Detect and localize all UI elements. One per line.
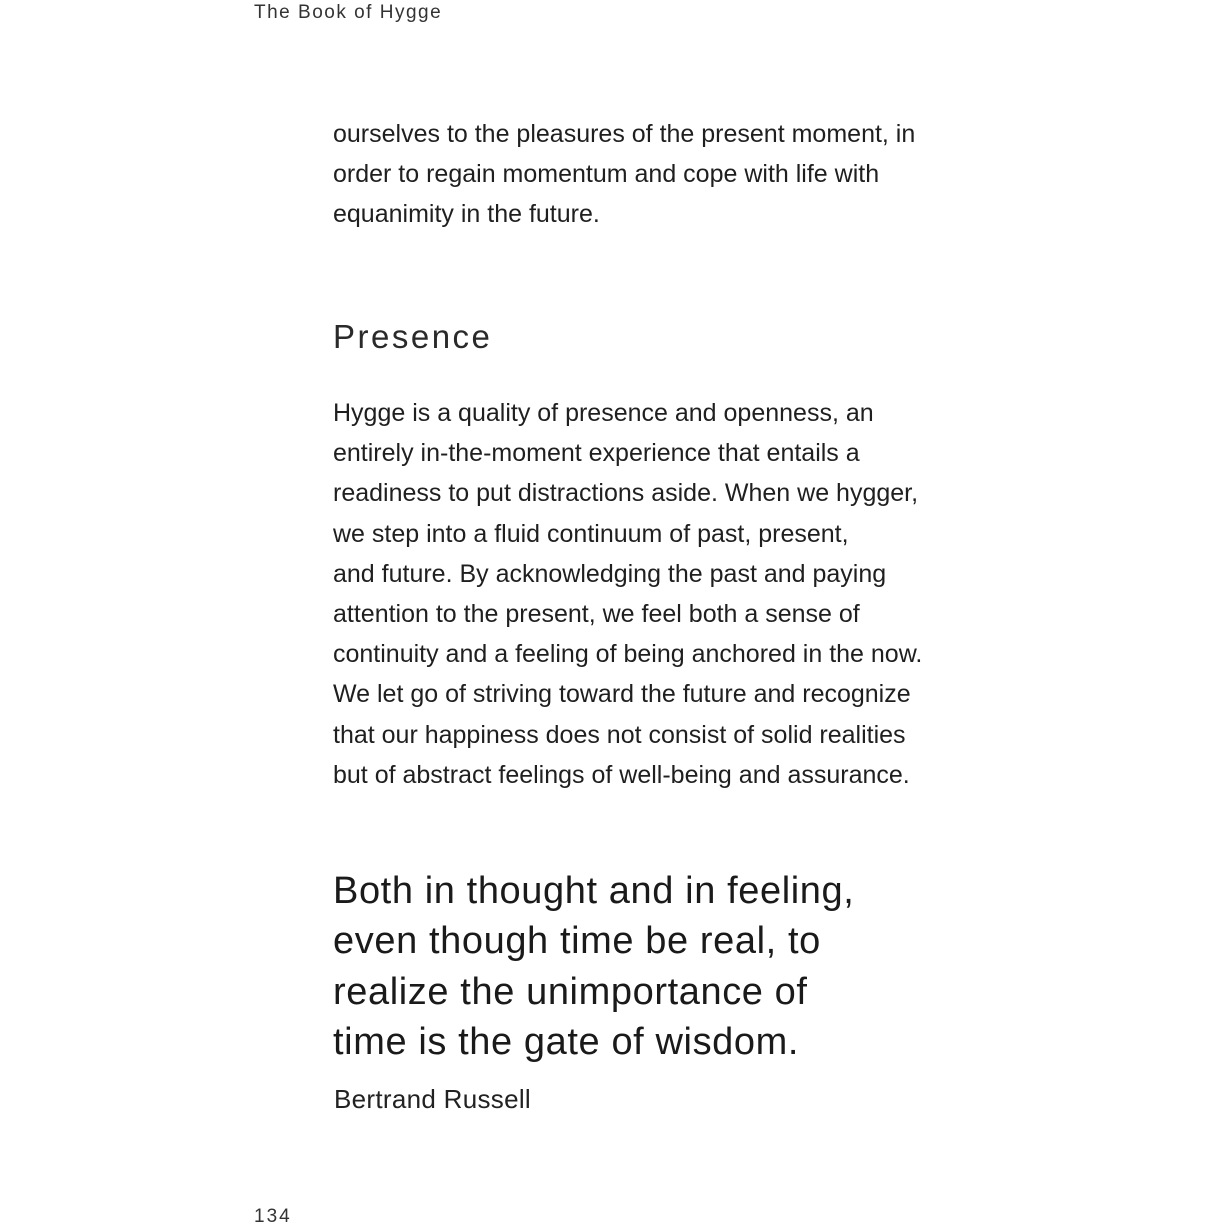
paragraph-line: entirely in-the-moment experience that entails a (333, 439, 860, 468)
body-paragraph (333, 393, 1013, 795)
running-head: The Book of Hygge (254, 2, 443, 23)
paragraph-line: readiness to put distractions aside. When we hygger, (333, 479, 919, 508)
paragraph-line: but of abstract feelings of well-being and assurance. (333, 760, 910, 789)
paragraph-line: and future. By acknowledging the past and paying (333, 559, 887, 588)
quote-line: even though time be real, to (333, 920, 821, 963)
continuation-paragraph (333, 114, 1013, 235)
paragraph-line: order to regain momentum and cope with life with (333, 160, 880, 189)
quote-line: Both in thought and in feeling, (333, 870, 855, 912)
pull-quote (333, 866, 1033, 1067)
paragraph-line: that our happiness does not consist of solid realities (333, 720, 906, 749)
paragraph-line: we step into a fluid continuum of past, present, (333, 519, 849, 548)
paragraph-line: ourselves to the pleasures of the present moment, in (333, 120, 916, 148)
section-heading: Presence (333, 318, 493, 355)
paragraph-line: attention to the present, we feel both a sense of (333, 600, 860, 629)
paragraph-line: Hygge is a quality of presence and openness, an (333, 399, 874, 427)
quote-line: time is the gate of wisdom. (333, 1020, 800, 1063)
paragraph-line: continuity and a feeling of being anchored in the now. (333, 640, 923, 669)
page-number: 134 (254, 1206, 292, 1227)
quote-attribution: Bertrand Russell (334, 1084, 531, 1114)
paragraph-line: equanimity in the future. (333, 200, 600, 229)
quote-line: realize the unimportance of (333, 970, 808, 1013)
paragraph-line: We let go of striving toward the future and recognize (333, 680, 911, 709)
